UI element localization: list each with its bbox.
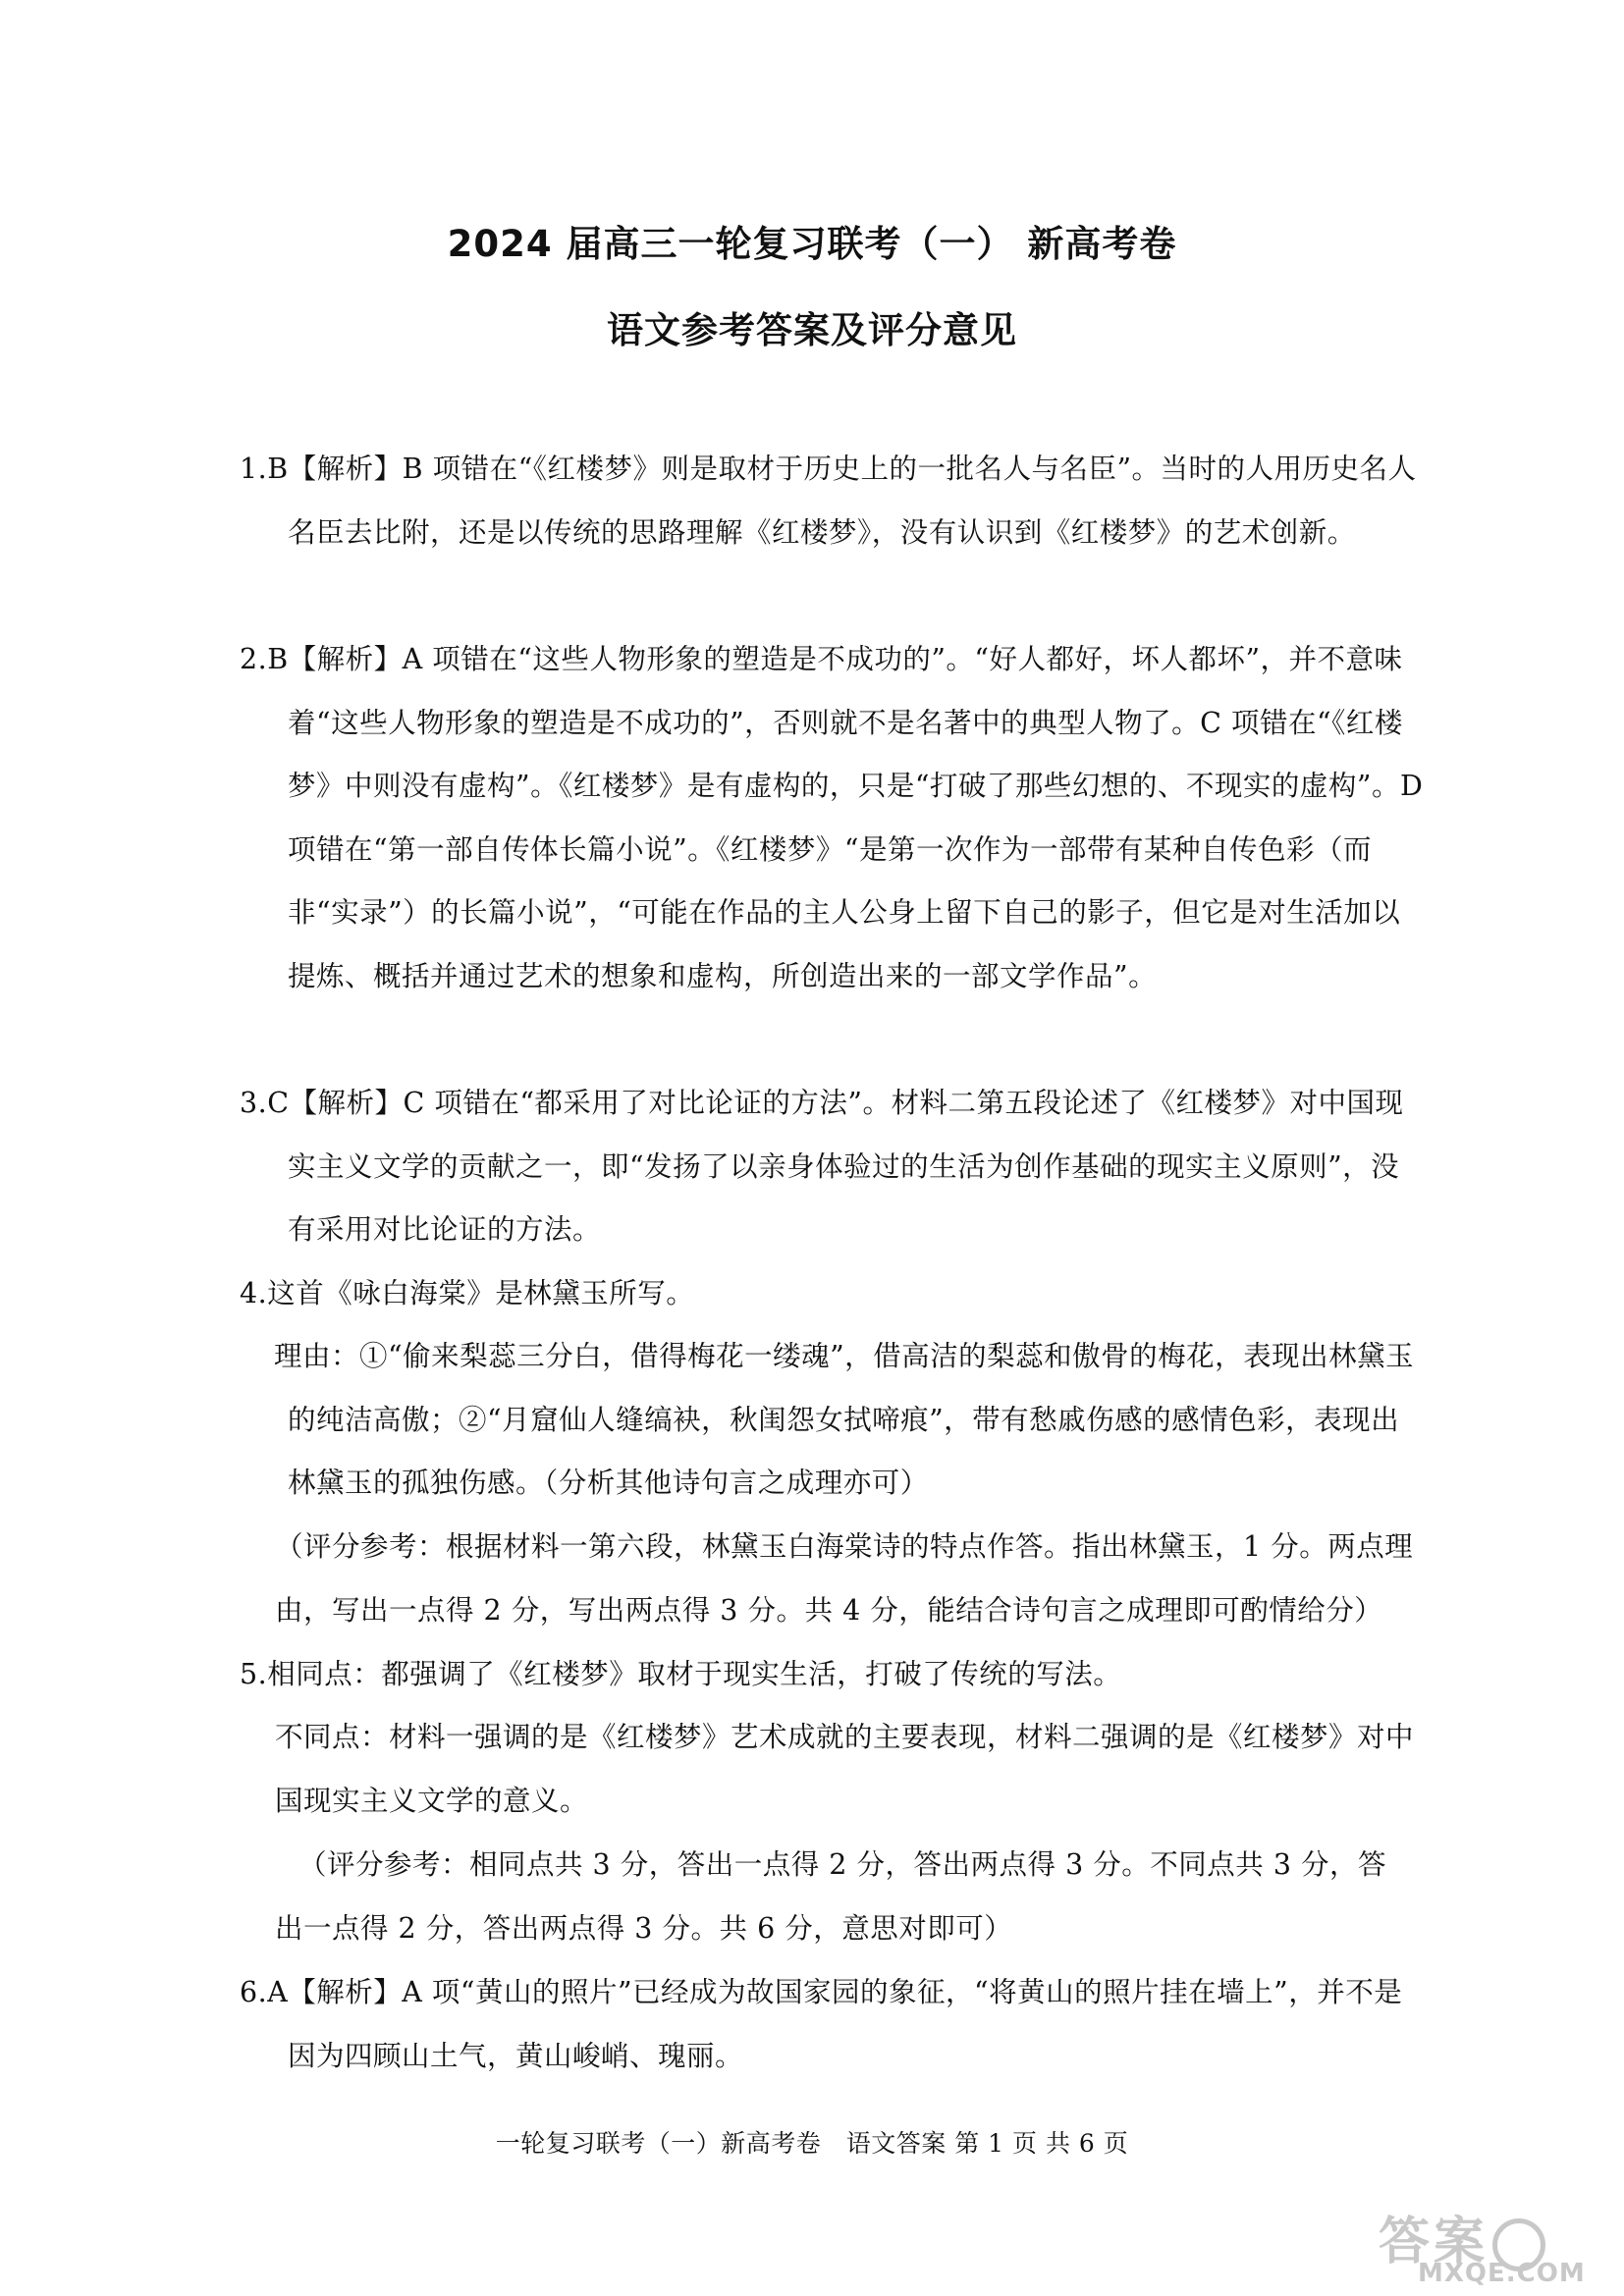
watermark-url: MXQE.COM	[1418, 2259, 1586, 2288]
page-title: 2024 届高三一轮复习联考（一） 新高考卷	[447, 223, 1177, 265]
answer-q4-reason: 理由：①“偷来梨蕊三分白，借得梅花一缕魂”，借高洁的梨蕊和傲骨的梅花，表现出林黛玉的纯洁高傲；②“月窟仙人缝缟袂，秋闺怨女拭啼痕”，带有愁戚伤感的感情色彩，表现出林黛玉的孤独伤感。（分析其他诗句言之成理亦可）	[274, 1340, 1415, 1499]
answer-q5-difference: 不同点：材料一强调的是《红楼梦》艺术成就的主要表现，材料二强调的是《红楼梦》对中国现实主义文学的意义。	[275, 1721, 1415, 1817]
watermark	[1379, 2200, 1604, 2288]
answer-q4: 4.这首《咏白海棠》是林黛玉所写。	[240, 1277, 695, 1309]
answer-q1: 1.B【解析】B 项错在“《红楼梦》则是取材于历史上的一批名人与名臣”。当时的人用历史名人名臣去比附，还是以传统的思路理解《红楼梦》，没有认识到《红楼梦》的艺术创新。	[240, 453, 1417, 549]
watermark-logo-text: 答案	[1379, 2213, 1489, 2271]
answer-q5-scoring: （评分参考：相同点共 3 分，答出一点得 2 分，答出两点得 3 分。不同点共 3 分，答出一点得 2 分，答出两点得 3 分。共 6 分，意思对即可）	[275, 1848, 1387, 1945]
answer-q2: 2.B【解析】A 项错在“这些人物形象的塑造是不成功的”。“好人都好，坏人都坏”，并不意味着“这些人物形象的塑造是不成功的”，否则就不是名著中的典型人物了。C 项错在“《红楼梦》中则没有虚构”。《红楼梦》是有虚构的，只是“打破了那些幻想的、不现实的虚构”。D 项错在“第一部自传体长篇小说”。《红楼梦》“是第一次作为一部带有某种自传色彩（而非“实录”）的长篇小说”，“可能在作品的主人公身上留下自己的影子，但它是对生活加以提炼、概括并通过艺术的想象和虚构，所创造出来的一部文学作品”。	[240, 643, 1424, 992]
answer-q3: 3.C【解析】C 项错在“都采用了对比论证的方法”。材料二第五段论述了《红楼梦》对中国现实主义文学的贡献之一，即“发扬了以亲身体验过的生活为创作基础的现实主义原则”，没有采用对比论证的方法。	[240, 1087, 1404, 1246]
answer-q4-scoring: （评分参考：根据材料一第六段，林黛玉白海棠诗的特点作答。指出林黛玉，1 分。两点理由，写出一点得 2 分，写出两点得 3 分。共 4 分，能结合诗句言之成理即可酌情给分）	[275, 1530, 1414, 1627]
answer-q5: 5.相同点：都强调了《红楼梦》取材于现实生活，打破了传统的写法。	[240, 1658, 1122, 1690]
page-subtitle: 语文参考答案及评分意见	[607, 309, 1017, 351]
answer-q6: 6.A【解析】A 项“黄山的照片”已经成为故国家园的象征，“将黄山的照片挂在墙上”，并不是因为四顾山土气，黄山峻峭、瑰丽。	[240, 1976, 1403, 2072]
page-footer: 一轮复习联考（一）新高考卷 语文答案 第 1 页 共 6 页	[495, 2129, 1129, 2158]
